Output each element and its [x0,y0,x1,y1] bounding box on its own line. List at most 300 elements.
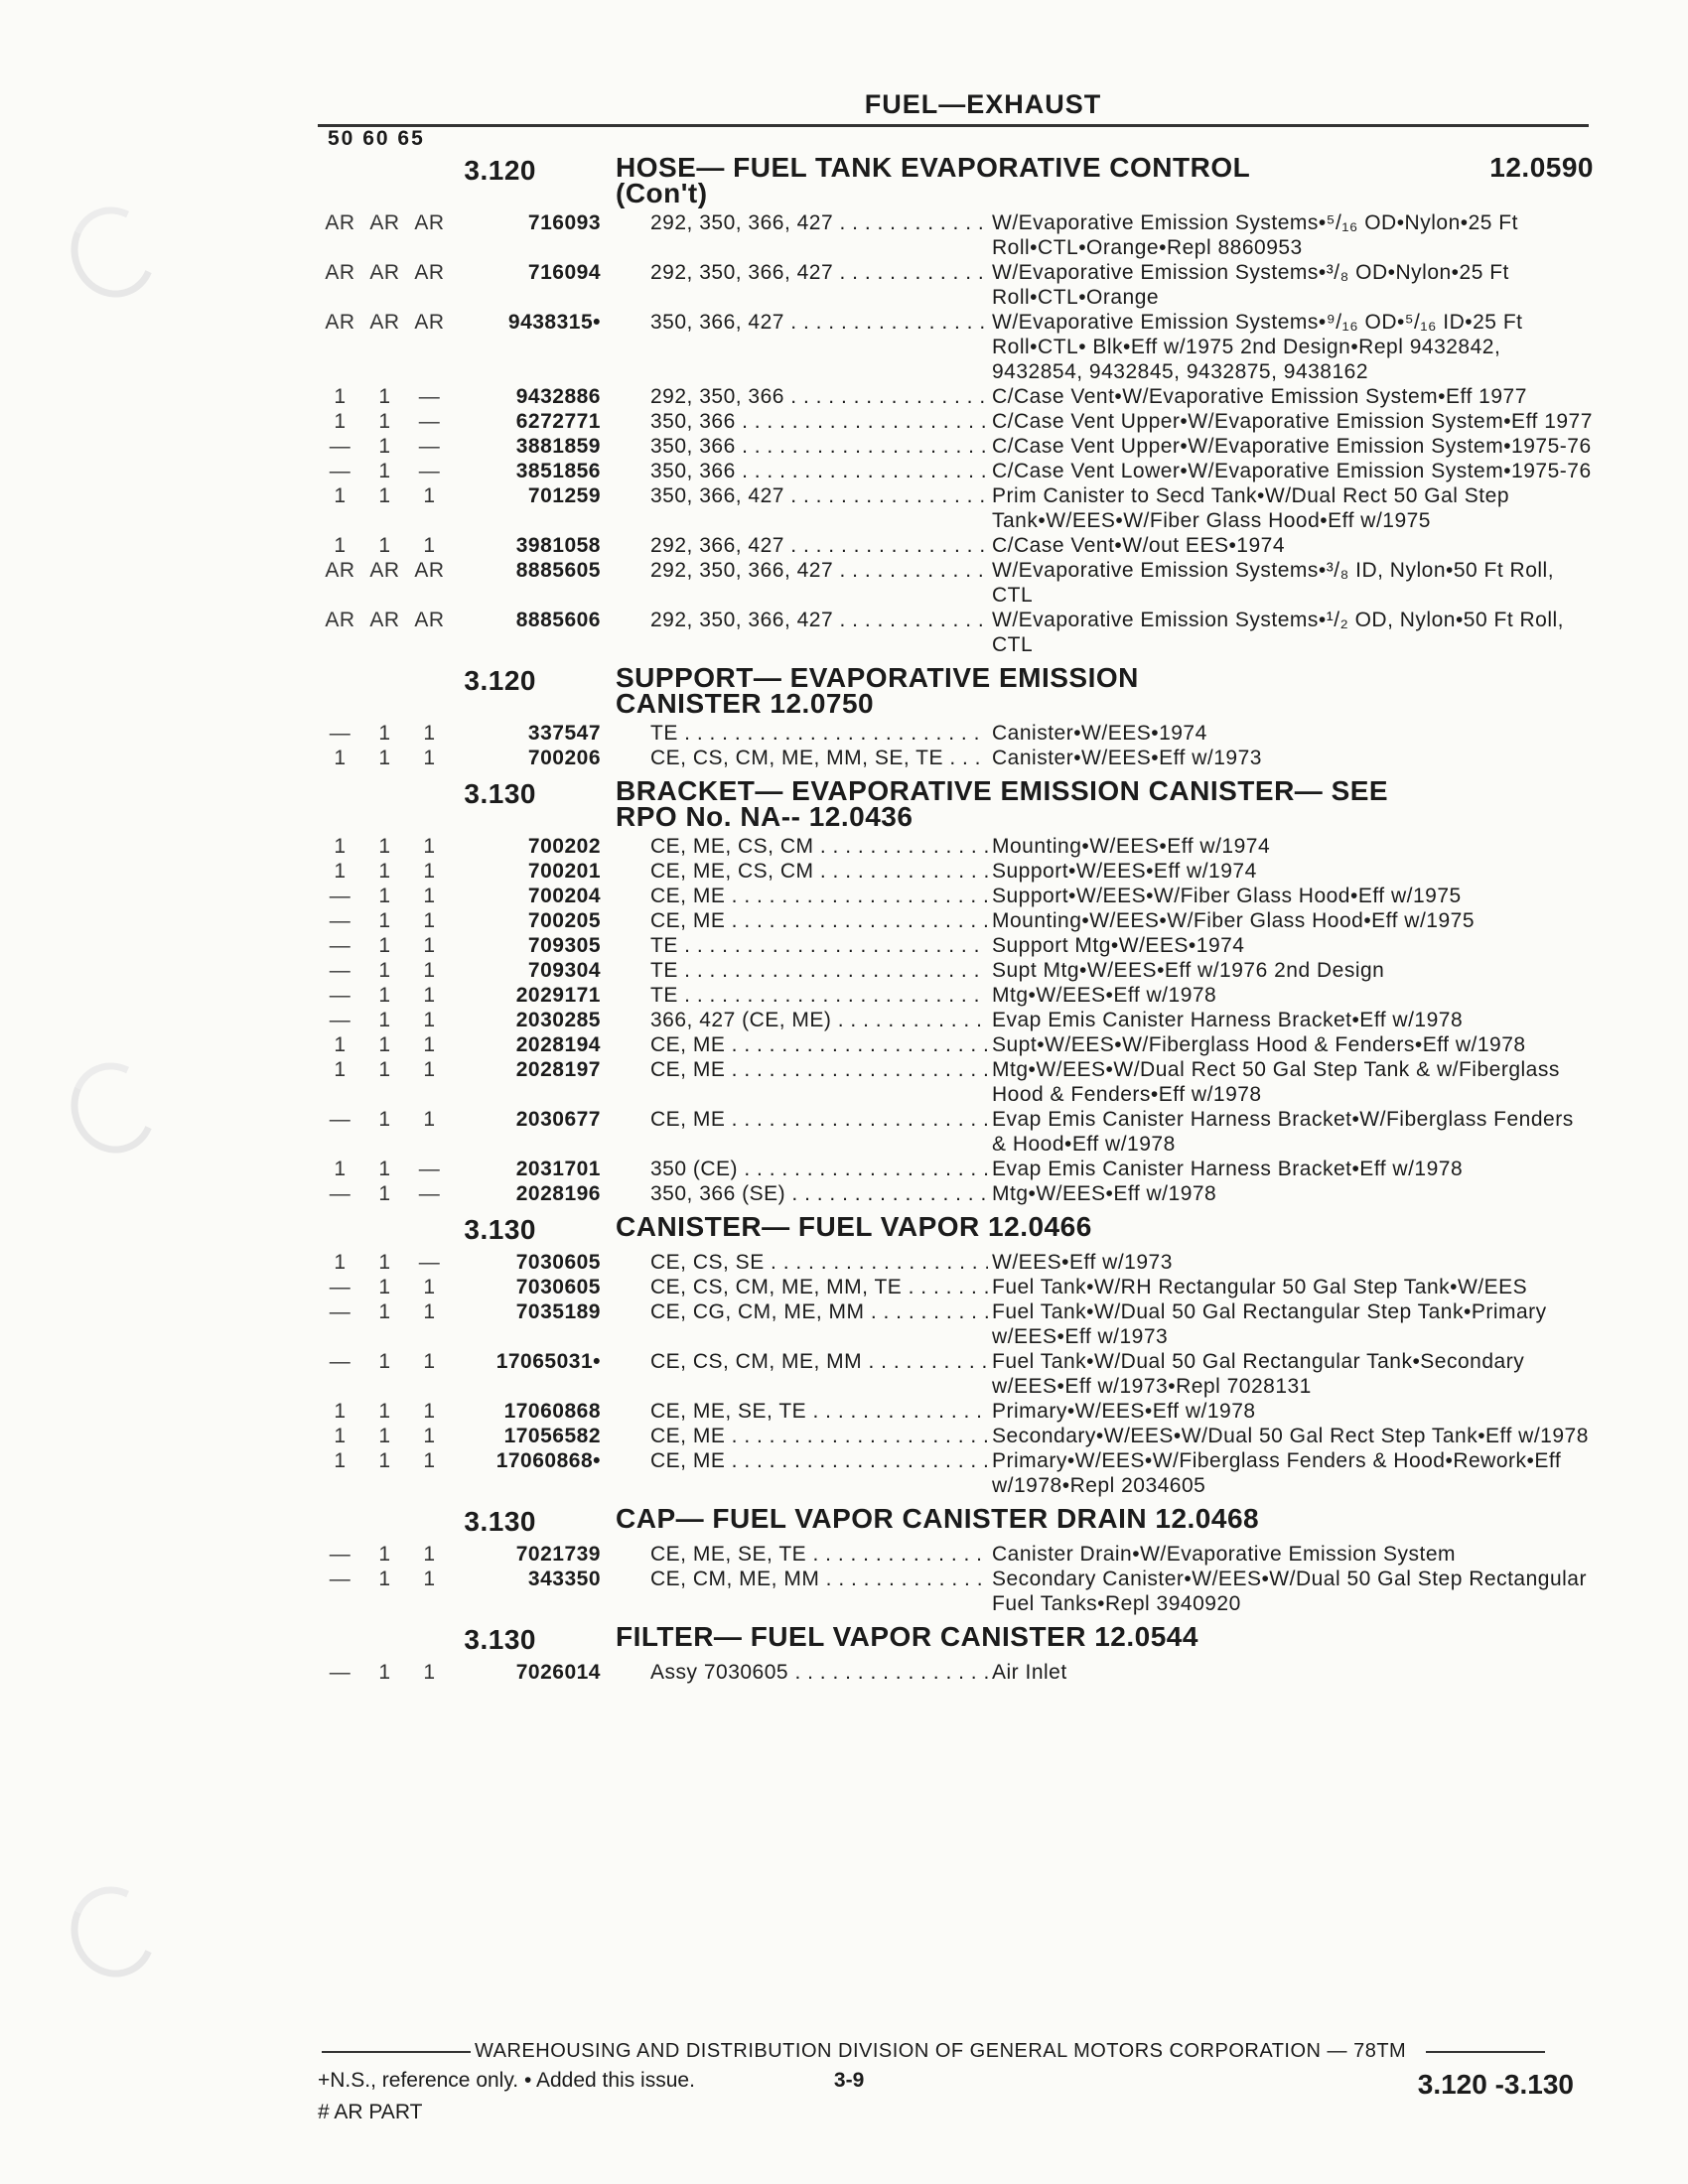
page-header [318,89,1589,127]
section-number: 3.120 [464,155,536,186]
qty-50: 1 [334,410,347,433]
part-number: 9438315• [507,311,601,334]
application: CE, CM, ME, MM . . . [621,1567,988,1591]
application: 350, 366, 427 . . . [621,310,988,335]
part-number: 7030605 [515,1276,601,1298]
qty-65: — [418,1182,441,1205]
description: Prim Canister to Secd Tank•W/Dual Rect 50 Gal Step Tank•W/EES•W/Fiber Glass Hood•Eff w/1975 [992,484,1510,532]
qty-50: AR [325,311,355,334]
qty-65: 1 [423,959,436,982]
qty-65: AR [414,311,445,334]
qty-60: 1 [378,1350,391,1373]
part-row [318,558,1594,608]
part-row [318,933,1594,958]
note-text: +N.S., reference only. • Added this issue. [318,2069,695,2092]
qty-50: 1 [334,1449,347,1472]
part-number: 2030677 [515,1108,601,1131]
part-row [318,1542,1594,1567]
description: Supt Mtg•W/EES•Eff w/1976 2nd Design [992,959,1385,982]
section-range: 3.120 -3.130 [1417,2069,1574,2100]
application: CE, CG, CM, ME, MM . . . [621,1299,988,1324]
qty-65: AR [414,261,445,284]
section-number: 3.130 [464,778,536,809]
part-row [318,1008,1594,1032]
qty-65: 1 [423,1108,436,1131]
description: C/Case Vent Lower•W/Evaporative Emission System•1975-76 [992,460,1592,482]
qty-65: 1 [423,722,436,745]
qty-60: 1 [378,460,391,482]
part-number: 716094 [527,261,601,284]
description: Evap Emis Canister Harness Bracket•Eff w/1978 [992,1158,1464,1180]
qty-50: 1 [334,1251,347,1274]
description: Fuel Tank•W/Dual 50 Gal Rectangular Step Tank•Primary w/EES•Eff w/1973 [992,1300,1547,1348]
footer-note [318,2069,864,2101]
qty-65: 1 [423,1400,436,1423]
qty-50: — [329,1350,352,1373]
quantity-columns [318,884,452,908]
qty-65: 1 [423,1543,436,1566]
part-number: 3981058 [515,534,601,557]
application: CE, ME, CS, CM . . . [621,834,988,859]
application: TE . . . [621,721,988,746]
quantity-columns [318,1181,452,1206]
description: Support•W/EES•W/Fiber Glass Hood•Eff w/1975 [992,885,1462,907]
quantity-columns [318,409,452,434]
section-title-line1: CANISTER— FUEL VAPOR 12.0466 [616,1211,1092,1242]
part-number: 17065031• [495,1350,601,1373]
application: 292, 350, 366, 427 . . . [621,260,988,285]
description: Secondary Canister•W/EES•W/Dual 50 Gal Step Rectangular Fuel Tanks•Repl 3940920 [992,1568,1587,1615]
part-row [318,1567,1594,1616]
qty-60: 1 [378,722,391,745]
quantity-columns [318,1057,452,1082]
qty-60: 1 [378,1033,391,1056]
part-row [318,483,1594,533]
quantity-columns [318,260,452,285]
qty-65: — [418,460,441,482]
part-row [318,908,1594,933]
quantity-columns [318,1399,452,1424]
part-row [318,983,1594,1008]
quantity-columns [318,1275,452,1299]
qty-65: 1 [423,1568,436,1590]
quantity-columns [318,533,452,558]
part-row [318,1032,1594,1057]
application: CE, ME, SE, TE . . . [621,1542,988,1567]
qty-50: 1 [334,484,347,507]
qty-60: AR [369,609,400,631]
part-row [318,1448,1594,1498]
application: 292, 350, 366 . . . [621,384,988,409]
quantity-columns [318,1157,452,1181]
qty-60: 1 [378,1300,391,1323]
qty-60: 1 [378,1058,391,1081]
part-row [318,1424,1594,1448]
section-heading [318,1621,1594,1656]
part-row [318,721,1594,746]
description: W/Evaporative Emission Systems•⁹/₁₆ OD•⁵/₁₆ ID•25 Ft Roll•CTL• Blk•Eff w/1975 2nd Design•Repl 9432842, 9432854, 9432845, 9432875, 9438162 [992,311,1523,383]
footer-rule-left [322,2051,471,2053]
section-title-line1: SUPPORT— EVAPORATIVE EMISSION [616,662,1139,693]
column-headings: 50 60 65 [328,127,425,150]
qty-65: 1 [423,1300,436,1323]
description: Mounting•W/EES•Eff w/1974 [992,835,1271,858]
part-row [318,1057,1594,1107]
qty-65: 1 [423,1009,436,1031]
quantity-columns [318,1567,452,1591]
part-row [318,608,1594,657]
qty-60: 1 [378,484,391,507]
qty-60: 1 [378,435,391,458]
qty-65: 1 [423,484,436,507]
section-title [616,1503,1594,1534]
application: CE, ME . . . [621,1448,988,1473]
quantity-columns [318,1107,452,1132]
qty-50: 1 [334,860,347,883]
description: Evap Emis Canister Harness Bracket•Eff w/1978 [992,1009,1464,1031]
application: CE, ME . . . [621,1057,988,1082]
qty-60: AR [369,559,400,582]
description: C/Case Vent•W/Evaporative Emission System•Eff 1977 [992,385,1527,408]
section-title-line1: CAP— FUEL VAPOR CANISTER DRAIN 12.0468 [616,1503,1260,1534]
qty-60: 1 [378,959,391,982]
qty-60: 1 [378,1449,391,1472]
section-number: 3.120 [464,665,536,696]
application: CE, ME . . . [621,908,988,933]
part-row [318,409,1594,434]
part-number: 3851856 [515,460,601,482]
section-heading [318,1503,1594,1538]
part-row [318,834,1594,859]
qty-65: 1 [423,909,436,932]
quantity-columns [318,434,452,459]
header-rule [318,124,1589,127]
section [318,662,1594,770]
part-number: 8885606 [515,609,601,631]
qty-60: 1 [378,1543,391,1566]
description: W/Evaporative Emission Systems•³/₈ OD•Nylon•25 Ft Roll•CTL•Orange [992,261,1509,309]
quantity-columns [318,1032,452,1057]
application: CE, ME . . . [621,1032,988,1057]
part-number: 700206 [527,747,601,769]
section-title-line1: FILTER— FUEL VAPOR CANISTER 12.0544 [616,1621,1198,1652]
qty-50: — [329,1182,352,1205]
section-title [616,152,1594,208]
part-row [318,384,1594,409]
qty-60: 1 [378,1425,391,1447]
part-number: 8885605 [515,559,601,582]
application: 366, 427 (CE, ME) . . . [621,1008,988,1032]
qty-50: AR [325,211,355,234]
qty-60: 1 [378,1108,391,1131]
quantity-columns [318,983,452,1008]
description: Mtg•W/EES•W/Dual Rect 50 Gal Step Tank & w/Fiberglass Hood & Fenders•Eff w/1978 [992,1058,1560,1106]
qty-50: AR [325,261,355,284]
description: C/Case Vent Upper•W/Evaporative Emission System•Eff 1977 [992,410,1593,433]
section [318,1621,1594,1685]
qty-60: 1 [378,747,391,769]
part-number: 7035189 [515,1300,601,1323]
qty-60: 1 [378,385,391,408]
part-row [318,884,1594,908]
qty-60: 1 [378,984,391,1007]
application: 350, 366 . . . [621,409,988,434]
qty-60: AR [369,261,400,284]
part-row [318,1349,1594,1399]
description: Fuel Tank•W/RH Rectangular 50 Gal Step Tank•W/EES [992,1276,1528,1298]
quantity-columns [318,558,452,583]
quantity-columns [318,310,452,335]
section [318,775,1594,1206]
qty-65: — [418,1251,441,1274]
part-number: 343350 [527,1568,601,1590]
qty-60: 1 [378,885,391,907]
application: CE, ME . . . [621,1107,988,1132]
qty-50: AR [325,609,355,631]
quantity-columns [318,746,452,770]
section [318,1211,1594,1498]
description: Secondary•W/EES•W/Dual 50 Gal Rect Step Tank•Eff w/1978 [992,1425,1589,1447]
quantity-columns [318,1250,452,1275]
description: W/Evaporative Emission Systems•¹/₂ OD, Nylon•50 Ft Roll, CTL [992,609,1564,656]
part-row [318,434,1594,459]
part-number: 3881859 [515,435,601,458]
application: 292, 350, 366, 427 . . . [621,558,988,583]
part-row [318,1107,1594,1157]
quantity-columns [318,210,452,235]
quantity-columns [318,859,452,884]
page-footer [318,2040,1594,2124]
qty-65: — [418,1158,441,1180]
quantity-columns [318,933,452,958]
description: C/Case Vent•W/out EES•1974 [992,534,1286,557]
qty-50: — [329,722,352,745]
qty-65: AR [414,609,445,631]
section [318,1503,1594,1616]
qty-65: AR [414,211,445,234]
part-row [318,859,1594,884]
part-row [318,746,1594,770]
qty-50: — [329,1108,352,1131]
page-title: FUEL—EXHAUST [864,89,1102,119]
qty-60: 1 [378,1568,391,1590]
part-row [318,1299,1594,1349]
quantity-columns [318,483,452,508]
footer-rule-right [1426,2051,1545,2053]
qty-60: 1 [378,860,391,883]
part-row [318,1181,1594,1206]
part-number: 2030285 [515,1009,601,1031]
qty-65: 1 [423,934,436,957]
qty-60: AR [369,311,400,334]
description: Canister•W/EES•1974 [992,722,1207,745]
part-number: 2031701 [515,1158,601,1180]
section-title [616,1621,1594,1652]
description: Mtg•W/EES•Eff w/1978 [992,984,1217,1007]
section-title-line2: (Con't) [616,178,708,208]
quantity-columns [318,1448,452,1473]
description: W/Evaporative Emission Systems•⁵/₁₆ OD•Nylon•25 Ft Roll•CTL•Orange•Repl 8860953 [992,211,1518,259]
description: Air Inlet [992,1661,1067,1684]
part-row [318,310,1594,384]
qty-60: 1 [378,1251,391,1274]
part-number: 17060868 [503,1400,601,1423]
qty-65: — [418,435,441,458]
qty-65: 1 [423,534,436,557]
qty-50: — [329,1661,352,1684]
application: CE, CS, SE . . . [621,1250,988,1275]
qty-50: — [329,1300,352,1323]
application: 350, 366 . . . [621,434,988,459]
qty-60: 1 [378,410,391,433]
section-number: 3.130 [464,1506,536,1537]
qty-60: 1 [378,934,391,957]
qty-65: 1 [423,1058,436,1081]
qty-50: 1 [334,1425,347,1447]
parts-listing [318,147,1594,1685]
qty-50: 1 [334,835,347,858]
description: W/EES•Eff w/1973 [992,1251,1173,1274]
description: Primary•W/EES•W/Fiberglass Fenders & Hood•Rework•Eff w/1978•Repl 2034605 [992,1449,1562,1497]
qty-65: 1 [423,984,436,1007]
qty-50: 1 [334,1158,347,1180]
quantity-columns [318,1424,452,1448]
part-number: 7030605 [515,1251,601,1274]
part-row [318,260,1594,310]
part-number: 6272771 [515,410,601,433]
application: CE, ME . . . [621,1424,988,1448]
part-number: 2028197 [515,1058,601,1081]
qty-65: 1 [423,860,436,883]
quantity-columns [318,1660,452,1685]
application: 350 (CE) . . . [621,1157,988,1181]
section-title [616,1211,1594,1242]
qty-50: 1 [334,1058,347,1081]
qty-65: AR [414,559,445,582]
application: CE, ME, CS, CM . . . [621,859,988,884]
part-row [318,210,1594,260]
application: 350, 366 . . . [621,459,988,483]
section-title-line1: BRACKET— EVAPORATIVE EMISSION CANISTER— SEE [616,775,1389,806]
qty-65: 1 [423,1276,436,1298]
page-number: 3-9 [833,2069,865,2092]
description: Support•W/EES•Eff w/1974 [992,860,1257,883]
qty-50: — [329,460,352,482]
application: TE . . . [621,933,988,958]
qty-60: AR [369,211,400,234]
section-title [616,662,1594,719]
quantity-columns [318,721,452,746]
part-row [318,1250,1594,1275]
part-number: 337547 [527,722,601,745]
application: 350, 366, 427 . . . [621,483,988,508]
quantity-columns [318,908,452,933]
part-number: 700205 [527,909,601,932]
quantity-columns [318,384,452,409]
section-heading [318,775,1594,832]
qty-50: — [329,435,352,458]
qty-50: — [329,959,352,982]
section-heading [318,1211,1594,1246]
qty-65: — [418,385,441,408]
application: CE, CS, CM, ME, MM, TE . . . [621,1275,988,1299]
application: 292, 366, 427 . . . [621,533,988,558]
qty-50: — [329,909,352,932]
part-row [318,1660,1594,1685]
qty-65: 1 [423,1449,436,1472]
part-number: 700204 [527,885,601,907]
description: Canister Drain•W/Evaporative Emission System [992,1543,1456,1566]
part-row [318,1157,1594,1181]
section-number: 3.130 [464,1624,536,1655]
quantity-columns [318,459,452,483]
description: Primary•W/EES•Eff w/1978 [992,1400,1256,1423]
section-heading [318,152,1594,208]
qty-60: 1 [378,1400,391,1423]
part-row [318,1275,1594,1299]
section-title-line1: HOSE— FUEL TANK EVAPORATIVE CONTROL [616,152,1251,183]
quantity-columns [318,608,452,632]
qty-50: 1 [334,385,347,408]
qty-50: — [329,1276,352,1298]
quantity-columns [318,834,452,859]
binder-hole-1 [59,195,168,309]
ar-part-note: # AR PART [318,2101,423,2123]
description: C/Case Vent Upper•W/Evaporative Emission System•1975-76 [992,435,1592,458]
qty-60: 1 [378,1182,391,1205]
section-title [616,775,1594,832]
part-number: 2028196 [515,1182,601,1205]
qty-50: AR [325,559,355,582]
part-number: 9432886 [515,385,601,408]
qty-50: — [329,984,352,1007]
description: W/Evaporative Emission Systems•³/₈ ID, Nylon•50 Ft Roll, CTL [992,559,1555,607]
section-title-line2: CANISTER 12.0750 [616,688,875,719]
description: Mtg•W/EES•Eff w/1978 [992,1182,1217,1205]
part-number: 2028194 [515,1033,601,1056]
part-row [318,1399,1594,1424]
qty-65: — [418,410,441,433]
part-number: 7026014 [515,1661,601,1684]
part-number: 7021739 [515,1543,601,1566]
qty-60: 1 [378,534,391,557]
part-number: 2029171 [515,984,601,1007]
qty-65: 1 [423,885,436,907]
qty-65: 1 [423,747,436,769]
qty-65: 1 [423,1033,436,1056]
section-heading [318,662,1594,719]
binder-hole-2 [59,1050,168,1164]
application: CE, ME, SE, TE . . . [621,1399,988,1424]
qty-65: 1 [423,1350,436,1373]
qty-50: — [329,885,352,907]
qty-50: — [329,934,352,957]
qty-60: 1 [378,1009,391,1031]
qty-50: — [329,1543,352,1566]
quantity-columns [318,1349,452,1374]
qty-50: 1 [334,1400,347,1423]
part-row [318,459,1594,483]
warehouse-text: WAREHOUSING AND DISTRIBUTION DIVISION OF GENERAL MOTORS CORPORATION — 78TM [475,2040,1407,2062]
part-number: 709305 [527,934,601,957]
qty-60: 1 [378,835,391,858]
quantity-columns [318,1299,452,1324]
qty-50: — [329,1009,352,1031]
qty-65: 1 [423,835,436,858]
part-number: 700202 [527,835,601,858]
description: Supt•W/EES•W/Fiberglass Hood & Fenders•Eff w/1978 [992,1033,1526,1056]
application: 292, 350, 366, 427 . . . [621,608,988,632]
